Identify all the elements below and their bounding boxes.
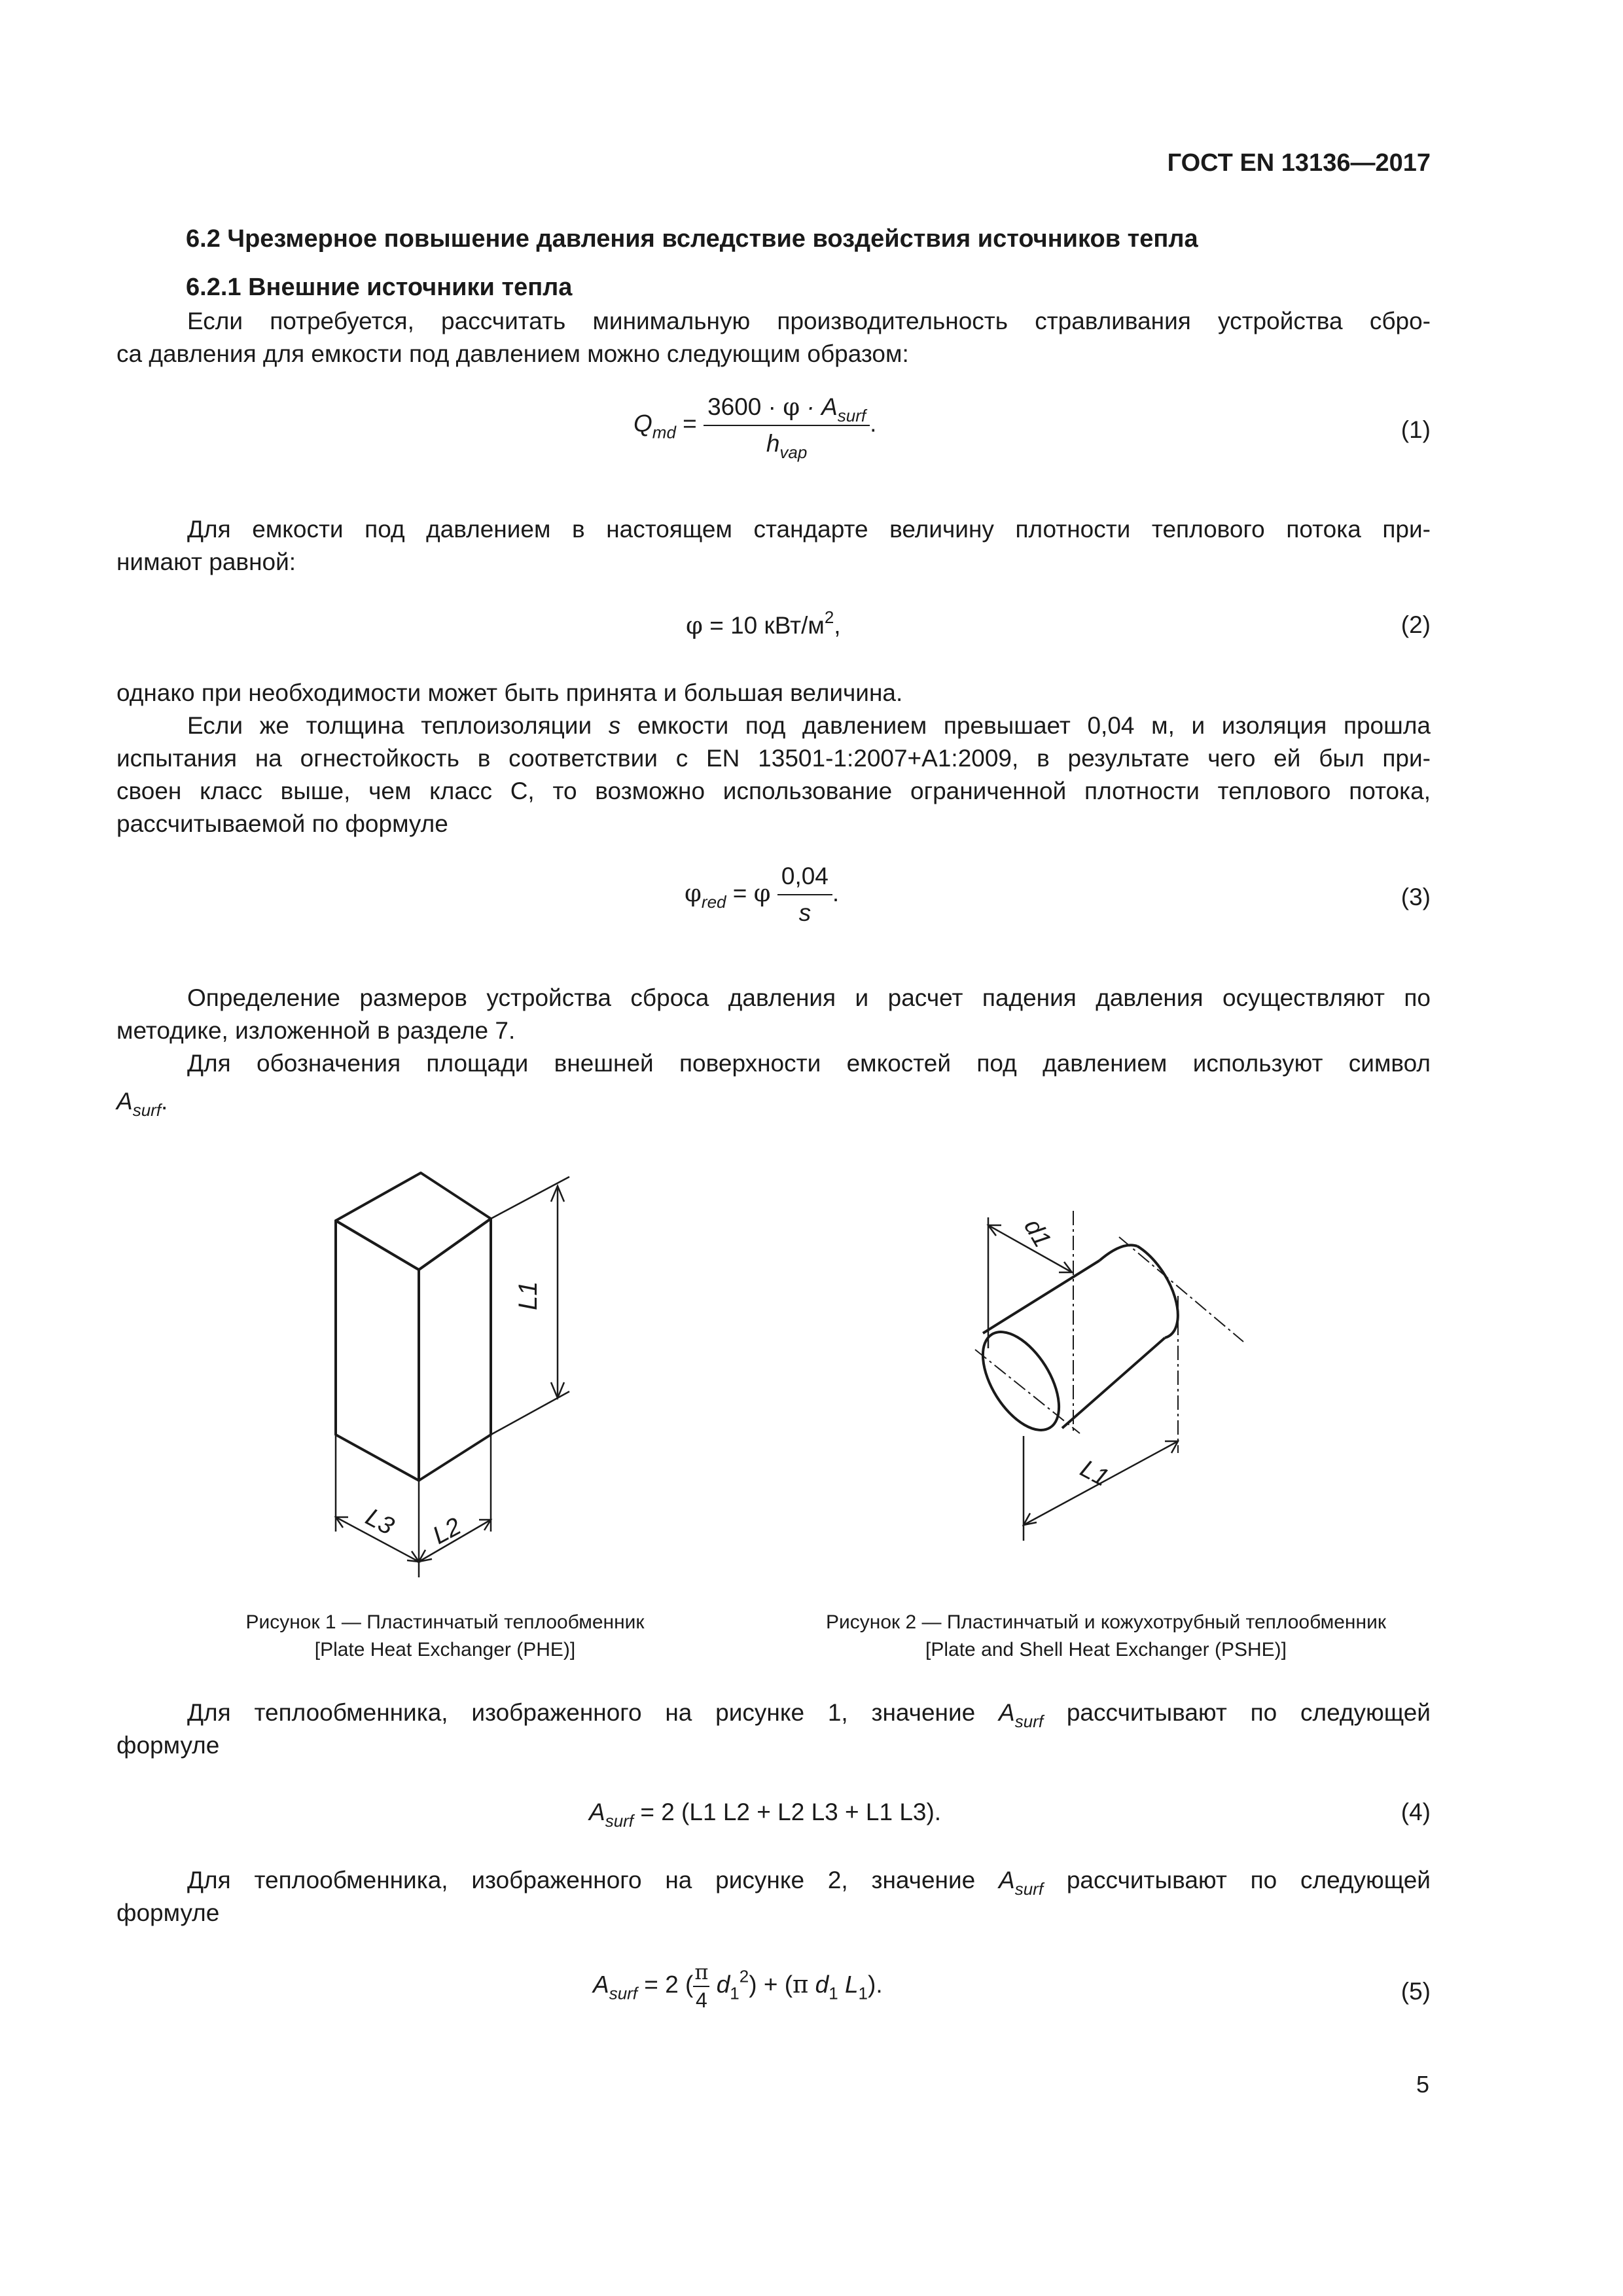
p4-text-b: емкости под давлением превышает 0,04 м, и изоляция прошла bbox=[620, 712, 1431, 739]
box-right-face bbox=[419, 1219, 491, 1480]
p7-text-b: рассчитывают по следующей bbox=[1043, 1699, 1431, 1726]
eq1-fraction bbox=[704, 393, 870, 462]
section-title: 6.2 Чрезмерное повышение давления вследствие воздействия источников тепла bbox=[186, 225, 1198, 253]
eq1-phi: φ bbox=[783, 393, 800, 421]
p7-symbol-sub: surf bbox=[1014, 1712, 1044, 1731]
box-top-face bbox=[336, 1173, 491, 1270]
eq5-lhs-sub: surf bbox=[609, 1983, 638, 2003]
eq5-lhs: A bbox=[593, 1971, 609, 1998]
fig1-label-l2: L2 bbox=[428, 1513, 466, 1550]
p4-text-a: Если же толщина теплоизоляции bbox=[187, 712, 609, 739]
equation-number: (4) bbox=[1400, 1799, 1431, 1825]
eq4-lhs-sub: surf bbox=[605, 1811, 634, 1831]
figure-1-caption-line2: [Plate Heat Exchanger (PHE)] bbox=[314, 1639, 576, 1660]
eq5-pi: π bbox=[693, 1960, 709, 1987]
paragraph-line: нимают равной: bbox=[116, 548, 296, 575]
eq3-fraction bbox=[777, 863, 832, 927]
eq1-lhs-sub: md bbox=[652, 422, 676, 442]
fig2-label-d1: d1 bbox=[1018, 1214, 1056, 1253]
document-code: ГОСТ EN 13136—2017 bbox=[1167, 149, 1431, 177]
eq3-phi: φ bbox=[753, 878, 771, 907]
subsection-title: 6.2.1 Внешние источники тепла bbox=[186, 274, 573, 301]
paragraph-line: методике, изложенной в разделе 7. bbox=[116, 1017, 516, 1044]
eq1-num-a: 3600 · bbox=[707, 393, 783, 420]
equation-1: $Q_{md}$ = $\frac{3600 \cdot \varphi \cdot A_{surf}}{h_{vap}}$ . bbox=[633, 393, 877, 462]
p7-symbol: A bbox=[999, 1699, 1015, 1726]
page-number: 5 bbox=[1416, 2071, 1429, 2098]
figure-2-caption-line1: Рисунок 2 — Пластинчатый и кожухотрубный теплообменник bbox=[826, 1611, 1386, 1633]
cylinder-back-end bbox=[1137, 1246, 1178, 1338]
equation-4 bbox=[589, 1799, 942, 1831]
eq3-lhs-phi: φ bbox=[685, 878, 702, 907]
eq1-num-sub: surf bbox=[837, 406, 866, 425]
eq1-den-sub: vap bbox=[779, 442, 808, 462]
paragraph-line: формуле bbox=[116, 1899, 220, 1926]
cylinder-front-end bbox=[967, 1319, 1075, 1443]
symbol-a-sub: surf bbox=[132, 1100, 162, 1120]
paragraph-line: Для емкости под давлением в настоящем стандарте величину плотности теплового потока при- bbox=[187, 516, 1431, 543]
p8-symbol-sub: surf bbox=[1014, 1879, 1044, 1899]
figure-2-drawing bbox=[955, 1198, 1263, 1551]
box-left-face bbox=[336, 1221, 419, 1480]
fig1-label-l3: L3 bbox=[361, 1503, 399, 1541]
paragraph-line: однако при необходимости может быть принята и большая величина. bbox=[116, 679, 903, 706]
p8-text-a: Для теплообменника, изображенного на рисунке 2, значение bbox=[187, 1867, 999, 1893]
paragraph-line bbox=[116, 1696, 1431, 1729]
eq1-num-b: · A bbox=[800, 393, 838, 420]
figure-2-caption-line2: [Plate and Shell Heat Exchanger (PSHE)] bbox=[925, 1639, 1287, 1660]
eq5-four: 4 bbox=[696, 1988, 707, 2012]
equation-2 bbox=[686, 607, 841, 639]
p4-var-s: s bbox=[608, 712, 621, 739]
equation-number: (3) bbox=[1400, 884, 1431, 910]
eq3-den: s bbox=[798, 899, 812, 926]
equation-number: (2) bbox=[1400, 611, 1431, 638]
figure-1-caption bbox=[183, 1609, 707, 1664]
equation-number: (1) bbox=[1400, 416, 1431, 443]
paragraph-line: испытания на огнестойкость в соответствии с EN 13501-1:2007+A1:2009, в результате чего ей был при- bbox=[116, 745, 1431, 772]
eq2-text: = 10 кВт/м bbox=[702, 612, 825, 639]
equation-number: (5) bbox=[1400, 1978, 1431, 2005]
paragraph-line: формуле bbox=[116, 1732, 220, 1759]
eq5-fraction bbox=[693, 1960, 709, 2013]
eq2-sup: 2 bbox=[824, 607, 834, 627]
symbol-a: A bbox=[116, 1088, 133, 1115]
fig1-label-l1: L1 bbox=[514, 1281, 543, 1310]
eq4-lhs: A bbox=[589, 1799, 605, 1825]
eq2-phi: φ bbox=[686, 611, 703, 639]
eq3-lhs-sub: red bbox=[701, 891, 726, 912]
p8-text-b: рассчитывают по следующей bbox=[1043, 1867, 1431, 1893]
eq5-pi-2: π bbox=[793, 1970, 809, 1999]
eq1-den: h bbox=[766, 430, 780, 457]
figure-2-caption bbox=[759, 1609, 1453, 1664]
eq1-lhs: Q bbox=[633, 410, 652, 437]
paragraph-line: своен класс выше, чем класс С, то возможно использование ограниченной плотности теплового потока, bbox=[116, 778, 1431, 804]
eq3-num: 0,04 bbox=[777, 863, 832, 895]
paragraph-line: рассчитываемой по формуле bbox=[116, 810, 448, 837]
eq4-rhs: = 2 (L1 L2 + L2 L3 + L1 L3). bbox=[640, 1799, 942, 1825]
figure-1-drawing bbox=[314, 1158, 615, 1577]
equation-5: $A_{surf} = 2$ ( $\frac{\pi}{4}$ $d_1^2) + (\pi$ $d_1$ $L_1$). bbox=[593, 1960, 883, 2012]
fig2-label-l1: L1 bbox=[1075, 1454, 1113, 1492]
equation-3: $\varphi_{red} = \varphi$ $\frac{0,04}{s}$ . bbox=[685, 863, 840, 926]
paragraph-line: $A_{surf}$. bbox=[116, 1088, 168, 1120]
paragraph-line: Если потребуется, рассчитать минимальную производительность стравливания устройства сбро- bbox=[187, 308, 1431, 334]
paragraph-line bbox=[116, 1864, 1431, 1897]
eq3-equals: = bbox=[726, 879, 754, 906]
figure-1-caption-line1: Рисунок 1 — Пластинчатый теплообменник bbox=[245, 1611, 645, 1633]
p8-symbol: A bbox=[999, 1867, 1015, 1893]
paragraph-line: са давления для емкости под давлением можно следующим образом: bbox=[116, 340, 909, 367]
paragraph-line bbox=[116, 709, 1431, 742]
paragraph-line: Определение размеров устройства сброса давления и расчет падения давления осуществляют по bbox=[187, 984, 1431, 1011]
eq2-tail: , bbox=[834, 612, 841, 639]
paragraph-line: Для обозначения площади внешней поверхности емкостей под давлением используют символ bbox=[187, 1050, 1431, 1077]
p7-text-a: Для теплообменника, изображенного на рисунке 1, значение bbox=[187, 1699, 999, 1726]
